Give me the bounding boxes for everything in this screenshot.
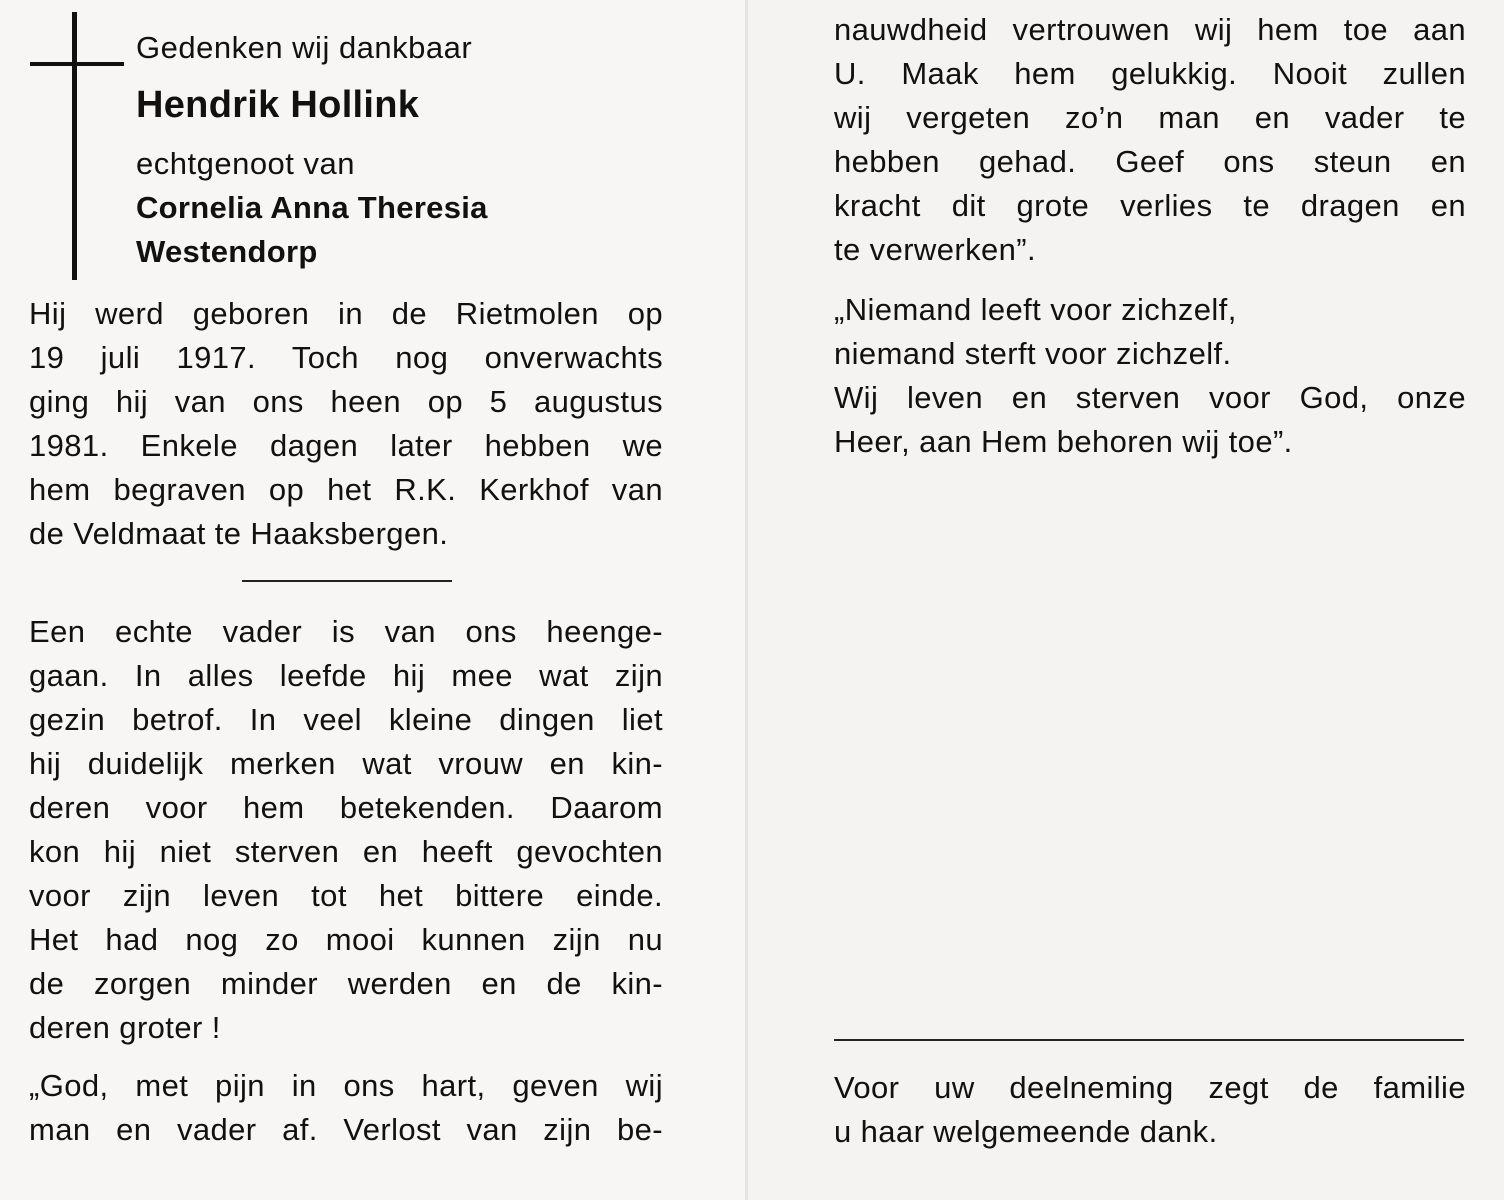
tribute-line: de zorgen minder werden en de kin-: [29, 966, 663, 1001]
spouse-label: echtgenoot van: [136, 146, 356, 181]
prayer-line: te verwerken”.: [834, 232, 1036, 267]
card-fold: [745, 0, 748, 1200]
header-intro: Gedenken wij dankbaar: [136, 30, 473, 65]
quote-line: „Niemand leeft voor zichzelf,: [834, 292, 1237, 327]
cross-horizontal-beam: [30, 62, 124, 66]
closing-divider: [834, 1039, 1464, 1041]
deceased-name: Hendrik Hollink: [136, 84, 420, 126]
closing-line: u haar welgemeende dank.: [834, 1114, 1218, 1149]
quote-line: Heer, aan Hem behoren wij toe”.: [834, 424, 1293, 459]
tribute-line: deren voor hem betekenden. Daarom: [29, 790, 663, 825]
biography-line: Hij werd geboren in de Rietmolen op: [29, 296, 663, 331]
biography-line: 1981. Enkele dagen later hebben we: [29, 428, 663, 463]
biography-line: 19 juli 1917. Toch nog onverwachts: [29, 340, 663, 375]
biography-line: de Veldmaat te Haaksbergen.: [29, 516, 449, 551]
biography-line: ging hij van ons heen op 5 augustus: [29, 384, 663, 419]
prayer-line: „God, met pijn in ons hart, geven wij: [29, 1068, 663, 1103]
prayer-line: kracht dit grote verlies te dragen en: [834, 188, 1466, 223]
quote-line: Wij leven en sterven voor God, onze: [834, 380, 1466, 415]
cross-vertical-beam: [72, 12, 77, 280]
tribute-line: Een echte vader is van ons heenge-: [29, 614, 663, 649]
closing-line: Voor uw deelneming zegt de familie: [834, 1070, 1466, 1105]
tribute-line: kon hij niet sterven en heeft gevochten: [29, 834, 663, 869]
tribute-line: gaan. In alles leefde hij mee wat zijn: [29, 658, 663, 693]
tribute-line: voor zijn leven tot het bittere einde.: [29, 878, 663, 913]
prayer-line: hebben gehad. Geef ons steun en: [834, 144, 1466, 179]
prayer-line: man en vader af. Verlost van zijn be-: [29, 1112, 663, 1147]
tribute-line: deren groter !: [29, 1010, 221, 1045]
prayer-line: U. Maak hem gelukkig. Nooit zullen: [834, 56, 1466, 91]
tribute-line: hij duidelijk merken wat vrouw en kin-: [29, 746, 663, 781]
spouse-name-line-2: Westendorp: [136, 234, 318, 269]
quote-line: niemand sterft voor zichzelf.: [834, 336, 1232, 371]
section-divider: [242, 580, 452, 582]
biography-line: hem begraven op het R.K. Kerkhof van: [29, 472, 663, 507]
tribute-line: gezin betrof. In veel kleine dingen liet: [29, 702, 663, 737]
prayer-line: wij vergeten zo’n man en vader te: [834, 100, 1466, 135]
spouse-name-line-1: Cornelia Anna Theresia: [136, 190, 488, 225]
prayer-line: nauwdheid vertrouwen wij hem toe aan: [834, 12, 1466, 47]
tribute-line: Het had nog zo mooi kunnen zijn nu: [29, 922, 663, 957]
